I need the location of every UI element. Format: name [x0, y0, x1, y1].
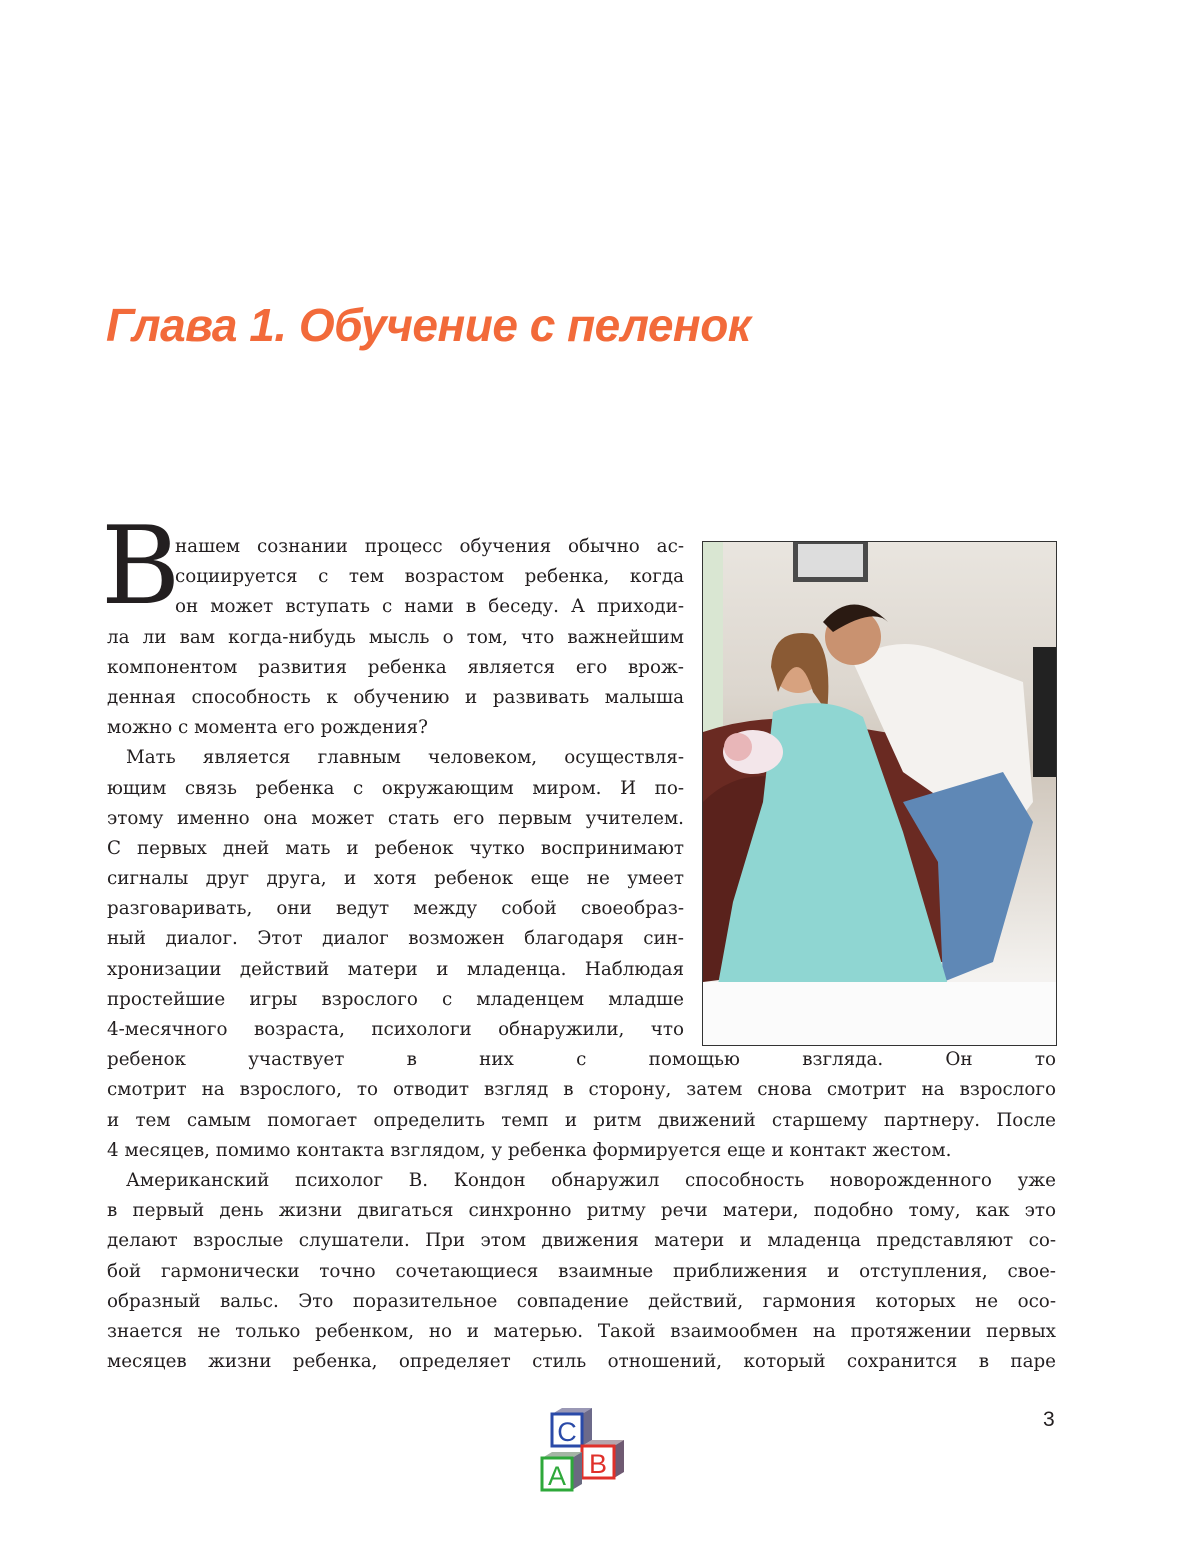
text-line: ребенок участвует в них с помощью взгляда. Он то [107, 1049, 1056, 1071]
text-line: 4-месячного возраста, психологи обнаружили, что [107, 1019, 684, 1040]
text-line: 4 месяцев, помимо контакта взглядом, у ребенка формируется еще и контакт жестом. [107, 1139, 952, 1161]
text-line: ный диалог. Этот диалог возможен благодаря син- [107, 928, 684, 950]
text-line: Американский психолог В. Кондон обнаружил способность новорожденного уже [126, 1169, 1056, 1191]
text-line: разговаривать, они ведут между собой своеобраз- [107, 898, 684, 920]
text-line: денная способность к обучению и развивать малыша [107, 686, 684, 708]
text-line: хронизации действий матери и младенца. Наблюдая [107, 958, 684, 980]
abc-blocks-logo [538, 1408, 628, 1497]
text-line: смотрит на взрослого, то отводит взгляд в сторону, затем снова смотрит на взрослого [107, 1079, 1056, 1101]
text-line: этому именно она может стать его первым учителем. [107, 807, 684, 829]
text-line: делают взрослые слушатели. При этом движения матери и младенца представляют со- [107, 1230, 1056, 1252]
svg-text:C: C [557, 1417, 577, 1447]
drop-cap: В [101, 504, 181, 629]
page-number: 3 [1043, 1408, 1055, 1431]
text-line: простейшие игры взрослого с младенцем младше [107, 988, 684, 1010]
text-line: он может вступать с нами в беседу. А приходи- [175, 596, 684, 618]
text-line: образный вальс. Это поразительное совпадение действий, гармония которых не осо- [107, 1290, 1056, 1312]
text-line: месяцев жизни ребенка, определяет стиль отношений, который сохранится в паре [107, 1351, 1056, 1373]
chapter-title: Глава 1. Обучение с пеленок [106, 299, 751, 351]
text-line: компонентом развития ребенка является его врож- [107, 656, 684, 678]
text-line: сигналы друг друга, и хотя ребенок еще не умеет [107, 868, 684, 890]
text-line: Мать является главным человеком, осуществля- [126, 747, 684, 769]
text-line: в первый день жизни двигаться синхронно ритму речи матери, подобно тому, как это [107, 1200, 1056, 1222]
text-line: ющим связь ребенка с окружающим миром. И по- [107, 777, 684, 799]
svg-text:A: A [547, 1461, 567, 1491]
text-line: нашем сознании процесс обучения обычно ас- [175, 536, 684, 557]
text-line: и тем самым помогает определить темп и ритм движений старшему партнеру. После [107, 1109, 1056, 1131]
text-line: знается не только ребенком, но и матерью. Такой взаимообмен на протяжении первых [107, 1320, 1056, 1342]
text-line: С первых дней мать и ребенок чутко воспринимают [107, 837, 684, 859]
family-photo [702, 541, 1057, 1046]
text-line: можно с момента его рождения? [107, 717, 428, 739]
text-line: бой гармонически точно сочетающиеся взаимные приближения и отступления, свое- [107, 1260, 1056, 1282]
svg-text:B: B [588, 1449, 608, 1479]
text-line: социируется с тем возрастом ребенка, когда [175, 566, 684, 588]
text-line: ла ли вам когда-нибудь мысль о том, что важнейшим [107, 626, 684, 648]
